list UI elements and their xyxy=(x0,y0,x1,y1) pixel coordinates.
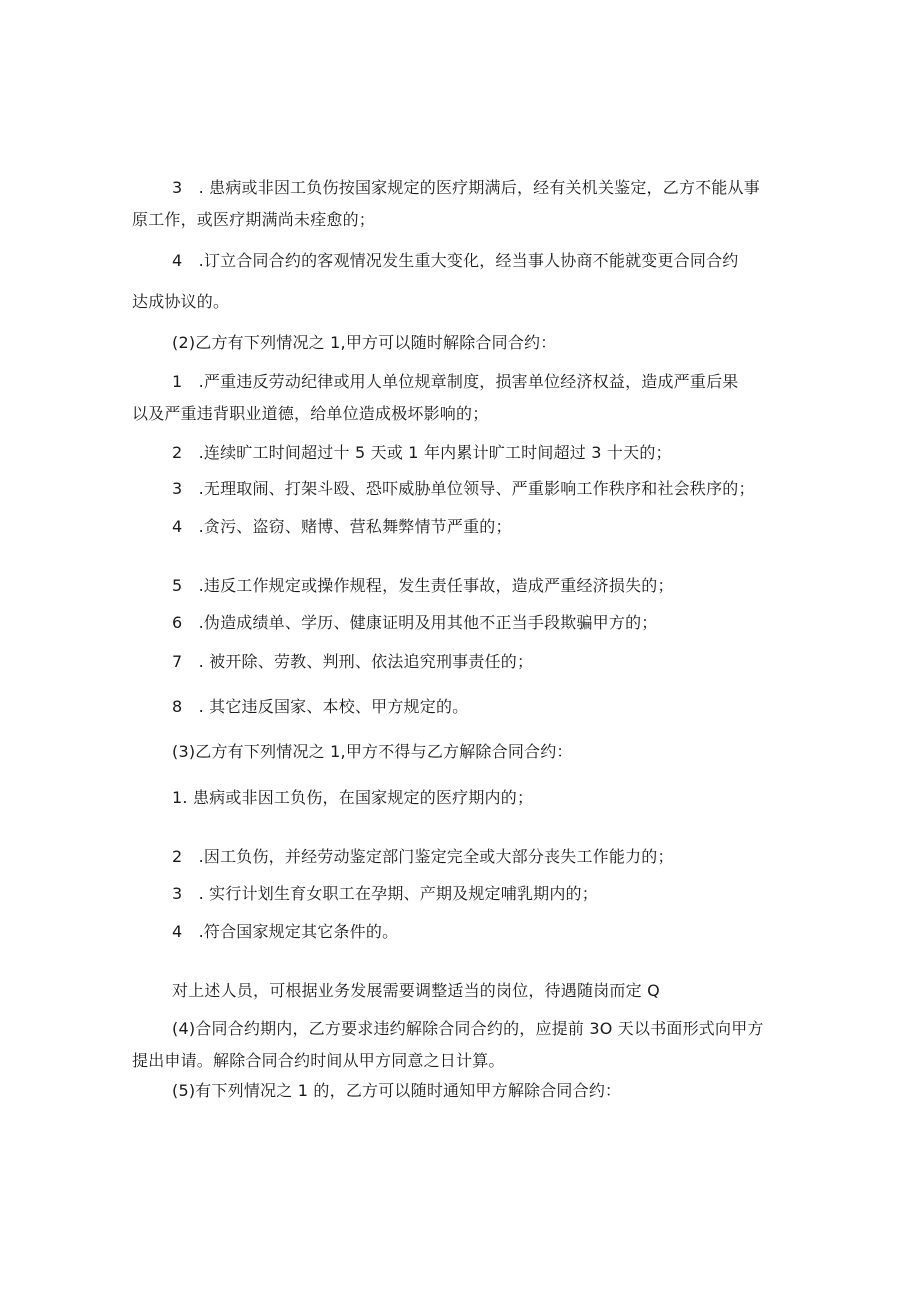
section-4-line-1: (4)合同合约期内，乙方要求违约解除合同合约的，应提前 3O 天以书面形式向甲方 xyxy=(172,1019,764,1038)
para-3-line-1: 3 . 患病或非因工负伤按国家规定的医疗期满后，经有关机关鉴定，乙方不能从事 xyxy=(172,178,760,197)
section-4-line-2: 提出申请。解除合同合约时间从甲方同意之日计算。 xyxy=(132,1051,505,1070)
section-5-heading: (5)有下列情况之 1 的，乙方可以随时通知甲方解除合同合约： xyxy=(172,1081,622,1100)
section-2-item-5: 5 .违反工作规定或操作规程，发生责任事故，造成严重经济损失的； xyxy=(172,576,674,595)
section-3-item-2: 2 .因工负伤，并经劳动鉴定部门鉴定完全或大部分丧失工作能力的； xyxy=(172,847,674,866)
para-4-line-1: 4 .订立合同合约的客观情况发生重大变化，经当事人协商不能就变更合同合约 xyxy=(172,251,739,270)
section-3-item-4: 4 .符合国家规定其它条件的。 xyxy=(172,922,399,941)
section-2-item-7: 7 . 被开除、劳教、判刑、依法追究刑事责任的； xyxy=(172,652,534,671)
section-2-item-1-line-1: 1 .严重违反劳动纪律或用人单位规章制度，损害单位经济权益，造成严重后果 xyxy=(172,372,739,391)
section-2-item-8: 8 . 其它违反国家、本校、甲方规定的。 xyxy=(172,697,469,716)
section-3-item-3: 3 . 实行计划生育女职工在孕期、产期及规定哺乳期内的； xyxy=(172,884,598,903)
section-2-item-2: 2 .连续旷工时间超过十 5 天或 1 年内累计旷工时间超过 3 十天的； xyxy=(172,443,672,462)
section-3-item-1: 1. 患病或非因工负伤，在国家规定的医疗期内的； xyxy=(172,788,534,807)
section-2-item-4: 4 .贪污、盗窃、赌博、营私舞弊情节严重的； xyxy=(172,517,512,536)
adjustment-note: 对上述人员，可根据业务发展需要调整适当的岗位，待遇随岗而定 Q xyxy=(172,981,660,1000)
section-2-item-3: 3 .无理取闹、打架斗殴、恐吓威胁单位领导、严重影响工作秩序和社会秩序的； xyxy=(172,479,755,498)
para-4-line-2: 达成协议的。 xyxy=(132,292,230,311)
section-2-heading: (2)乙方有下列情况之 1,甲方可以随时解除合同合约： xyxy=(172,333,557,352)
section-3-heading: (3)乙方有下列情况之 1,甲方不得与乙方解除合同合约： xyxy=(172,742,573,761)
section-2-item-6: 6 .伪造成绩单、学历、健康证明及用其他不正当手段欺骗甲方的； xyxy=(172,613,658,632)
para-3-line-2: 原工作，或医疗期满尚未痊愈的； xyxy=(132,210,376,229)
section-2-item-1-line-2: 以及严重违背职业道德，给单位造成极坏影响的； xyxy=(132,404,489,423)
